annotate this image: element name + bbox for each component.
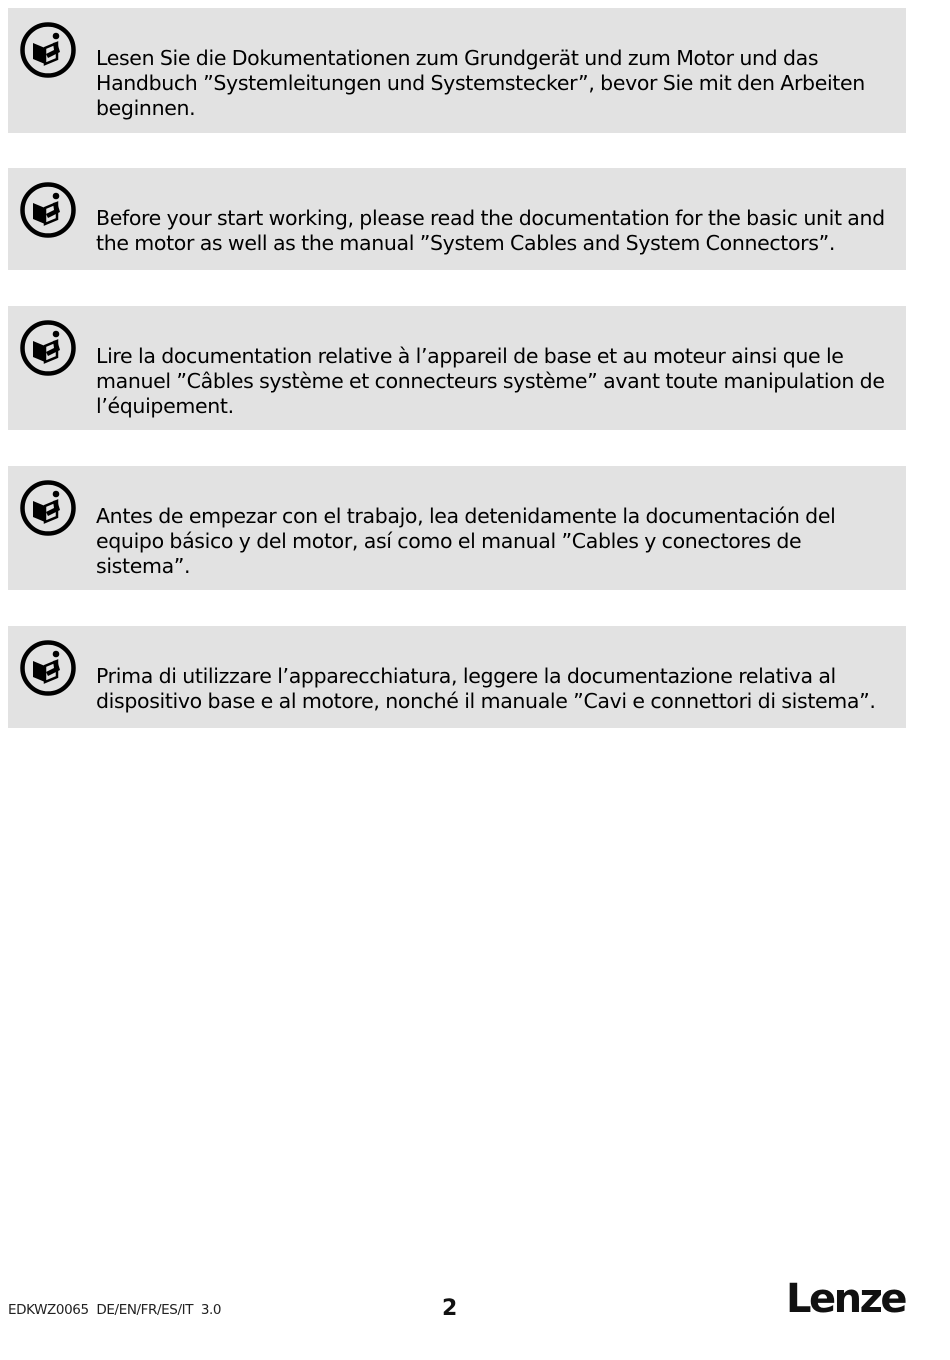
page-number: 2 bbox=[442, 1296, 458, 1321]
read-manual-icon bbox=[20, 22, 76, 78]
document-code: EDKWZ0065 DE/EN/FR/ES/IT 3.0 bbox=[8, 1302, 222, 1318]
read-manual-icon bbox=[20, 182, 76, 238]
notice-text: Before your start working, please read the documentation for the basic unit and the motor as well as the manual ”System Cables and System Connectors”. bbox=[96, 206, 885, 255]
notice-es bbox=[8, 466, 906, 590]
notice-it bbox=[8, 626, 906, 728]
notice-text: Lire la documentation relative à l’appareil de base et au moteur ainsi que le manuel ”Câbles système et connecteurs système” avant toute manipulation de l’équipement. bbox=[96, 344, 885, 418]
brand-logo: Lenze bbox=[786, 1276, 906, 1322]
notice-fr bbox=[8, 306, 906, 430]
notice-en bbox=[8, 168, 906, 270]
read-manual-icon bbox=[20, 320, 76, 376]
notice-de bbox=[8, 8, 906, 133]
notice-text: Antes de empezar con el trabajo, lea detenidamente la documentación del equipo básico y del motor, así como el manual ”Cables y conectores de sistema”. bbox=[96, 504, 836, 578]
read-manual-icon bbox=[20, 640, 76, 696]
read-manual-icon bbox=[20, 480, 76, 536]
notice-text: Prima di utilizzare l’apparecchiatura, leggere la documentazione relativa al dispositivo base e al motore, nonché il manuale ”Cavi e connettori di sistema”. bbox=[96, 664, 876, 713]
notice-text: Lesen Sie die Dokumentationen zum Grundgerät und zum Motor und das Handbuch ”Systemleitungen und Systemstecker”, bevor Sie mit den Arbeiten beginnen. bbox=[96, 46, 865, 120]
